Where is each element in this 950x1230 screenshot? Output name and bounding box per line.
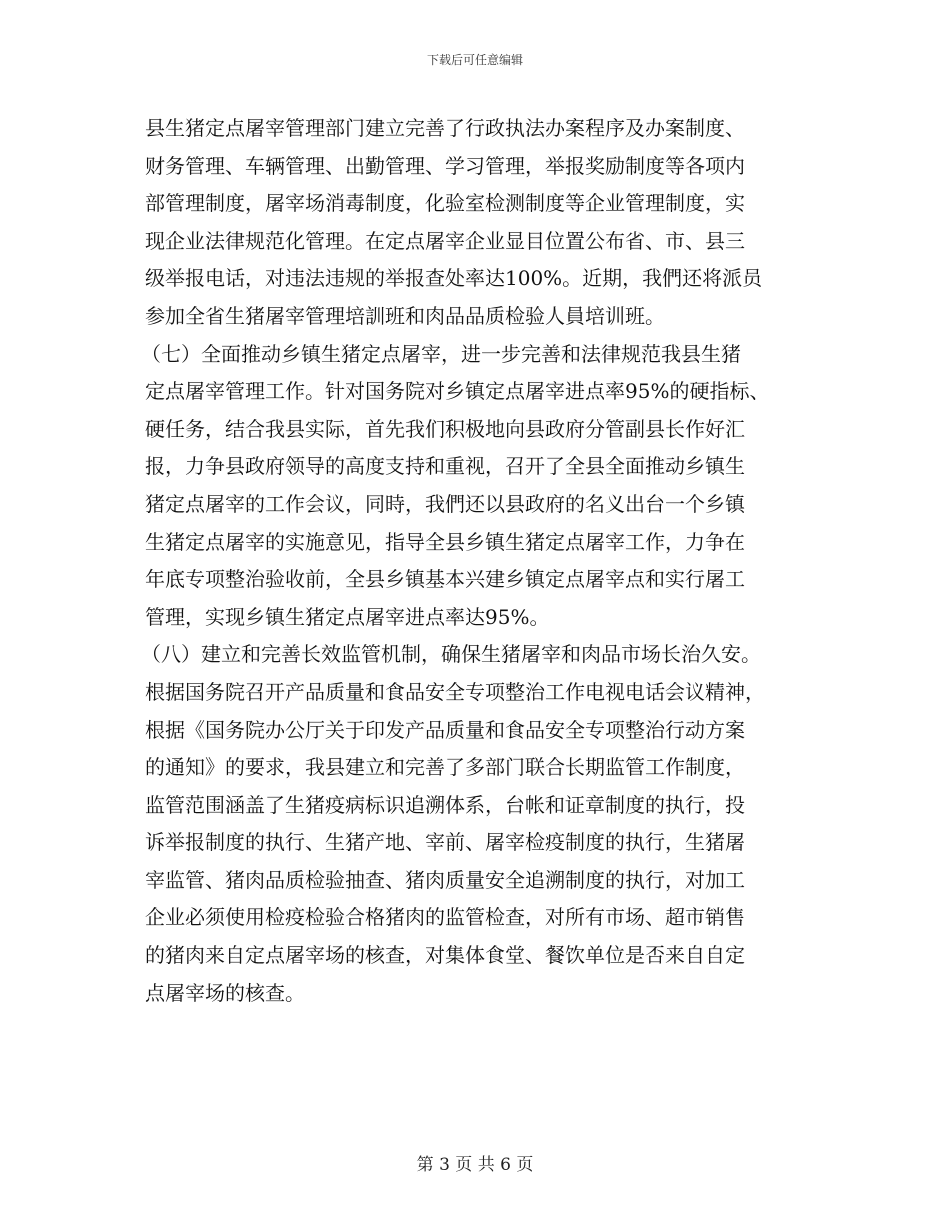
text-line: 报，力争县政府领导的高度支持和重视，召开了全县全面推动乡镇生 <box>145 454 745 479</box>
page-number-footer: 第 3 页 共 6 页 <box>416 1155 534 1175</box>
text-line: 点屠宰场的核查。 <box>145 980 305 1005</box>
section-heading-line: （八）建立和完善长效监管机制，确保生猪屠宰和肉品市场长治久安。 <box>141 642 761 667</box>
text-line: 定点屠宰管理工作。针对国务院对乡镇定点屠宰进点率95%的硬指标、 <box>145 379 770 404</box>
text-line: 监管范围涵盖了生猪疫病标识追溯体系，台帐和证章制度的执行，投 <box>145 792 745 817</box>
paragraph-1 <box>145 110 810 336</box>
paragraph-3 <box>141 636 810 1012</box>
text-line: 生猪定点屠宰的实施意见，指导全县乡镇生猪定点屠宰工作，力争在 <box>145 529 745 554</box>
text-line: 根据《国务院办公厅关于印发产品质量和食品安全专项整治行动方案 <box>145 717 745 742</box>
text-line: 财务管理、车辆管理、出勤管理、学习管理，举报奖励制度等各项内 <box>145 153 745 178</box>
document-body <box>141 110 810 1012</box>
page-header: 下载后可任意编辑 <box>426 53 523 67</box>
text-line: 县生猪定点屠宰管理部门建立完善了行政执法办案程序及办案制度、 <box>145 116 745 140</box>
text-line: 诉举报制度的执行、生猪产地、宰前、屠宰检疫制度的执行，生猪屠 <box>145 830 745 855</box>
text-line: 现企业法律规范化管理。在定点屠宰企业显目位置公布省、市、县三 <box>145 228 745 253</box>
text-line: 级举报电话，对违法违规的举报查处率达100%。近期，我們还将派员 <box>145 266 763 291</box>
text-line: 部管理制度，屠宰场消毒制度，化验室检测制度等企业管理制度，实 <box>145 191 745 216</box>
text-line: 根据国务院召开产品质量和食品安全专项整治工作电视电话会议精神， <box>145 679 765 704</box>
text-line: 企业必须使用检疫检验合格猪肉的监管检查，对所有市场、超市销售 <box>145 905 745 930</box>
text-line: 猪定点屠宰的工作会议，同時，我們还以县政府的名义出台一个乡镇 <box>145 491 745 516</box>
text-line: 管理，实现乡镇生猪定点屠宰进点率达95%。 <box>145 604 550 629</box>
paragraph-2 <box>141 336 810 637</box>
text-line: 年底专项整治验收前，全县乡镇基本兴建乡镇定点屠宰点和实行屠工 <box>145 567 745 592</box>
text-line: 的通知》的要求，我县建立和完善了多部门联合长期监管工作制度， <box>145 755 745 780</box>
text-line: 硬任务，结合我县实际，首先我们积极地向县政府分管副县长作好汇 <box>145 416 745 441</box>
text-line: 宰监管、猪肉品质检验抽查、猪肉质量安全追溯制度的执行，对加工 <box>145 867 745 892</box>
section-heading-line: （七）全面推动乡镇生猪定点屠宰，进一步完善和法律规范我县生猪 <box>141 341 741 366</box>
text-line: 的猪肉来自定点屠宰场的核查，对集体食堂、餐饮单位是否来自自定 <box>145 943 745 968</box>
text-line: 参加全省生猪屠宰管理培訓班和肉品品质检验人員培训班。 <box>145 303 665 328</box>
